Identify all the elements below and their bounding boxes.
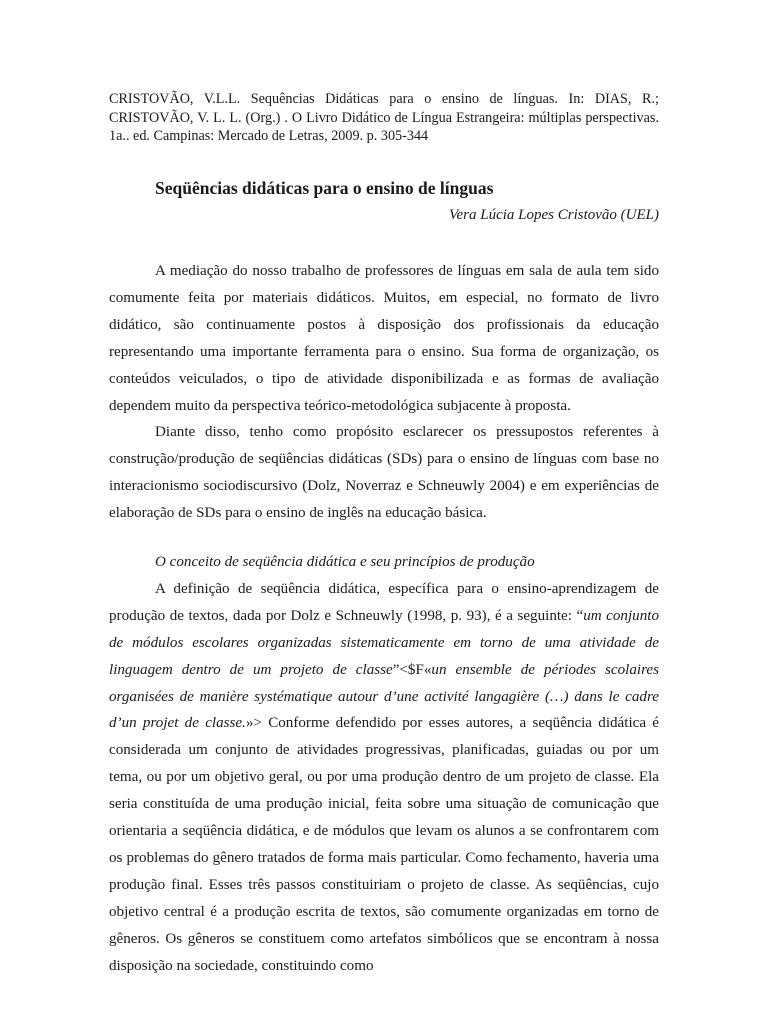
definition-rest: Conforme defendido por esses autores, a seqüência didática é considerada um conjunto de atividades progressivas, planificadas, guiadas ou por um tema, ou por um objetivo geral, ou por uma produção dentro de um projeto de classe. Ela seria constituída de uma produção inicial, feita sobre uma situação de comunicação que orientaria a seqüência didática, e de módulos que levam os alunos a se confrontarem com os problemas do gênero tratados de forma mais particular. Como fechamento, haveria uma produção final. Esses três passos constituiriam o projeto de classe. As seqüências, cujo objetivo central é a produção escrita de textos, são comumente organizadas em torno de gêneros. Os gêneros se constituem como artefatos simbólicos que se encontram à nossa disposição na sociedade, constituindo como (109, 715, 660, 974)
definition-intro: A definição de seqüência didática, específica para o ensino-aprendizagem de produção de textos, dada por Dolz e Schneuwly (1998, p. 93), é a seguinte: “ (109, 580, 659, 624)
quote-separator: ”<$F« (392, 661, 432, 678)
citation: CRISTOVÃO, V.L.L. Sequências Didáticas para o ensino de línguas. In: DIAS, R.; CRISTOVÃO, V. L. L. (Org.) . O Livro Didático de Língua Estrangeira: múltiplas perspectivas. 1a.. ed. Campinas: Mercado de Letras, 2009. p. 305-344 (109, 91, 659, 144)
quote-french: un ensemble de périodes scolaires organisées de manière systématique autour d’une activité langagière (…) dans le cadre d’un projet de classe. (109, 661, 660, 732)
section-body (109, 549, 659, 980)
article-title: Seqüências didáticas para o ensino de línguas (155, 178, 494, 198)
paragraph: Diante disso, tenho como propósito esclarecer os pressupostos referentes à construção/produção de seqüências didáticas (SDs) para o ensino de línguas com base no interacionismo sociodiscursivo (Dolz, Noverraz e Schneuwly 2004) e em experiências de elaboração de SDs para o ensino de inglês na educação básica. (109, 424, 659, 522)
document-page (109, 90, 660, 974)
intro-body (109, 258, 659, 527)
definition-paragraph (109, 576, 659, 980)
quote-close: »> (245, 715, 269, 732)
author-line: Vera Lúcia Lopes Cristovão (UEL) (449, 207, 659, 223)
paragraph: A mediação do nosso trabalho de professores de línguas em sala de aula tem sido comumente feita por materiais didáticos. Muitos, em especial, no formato de livro didático, são continuamente postos à disposição dos profissionais da educação representando uma importante ferramenta para o ensino. Sua forma de organização, os conteúdos veiculados, o tipo de atividade disponibilizada e as formas de avaliação dependem muito da perspectiva teórico-metodológica subjacente à proposta. (109, 263, 659, 414)
quote-portuguese: um conjunto de módulos escolares organizadas sistematicamente em torno de uma atividade de linguagem dentro de um projeto de classe (109, 607, 659, 678)
section-heading: O conceito de seqüência didática e seu princípios de produção (155, 554, 535, 570)
